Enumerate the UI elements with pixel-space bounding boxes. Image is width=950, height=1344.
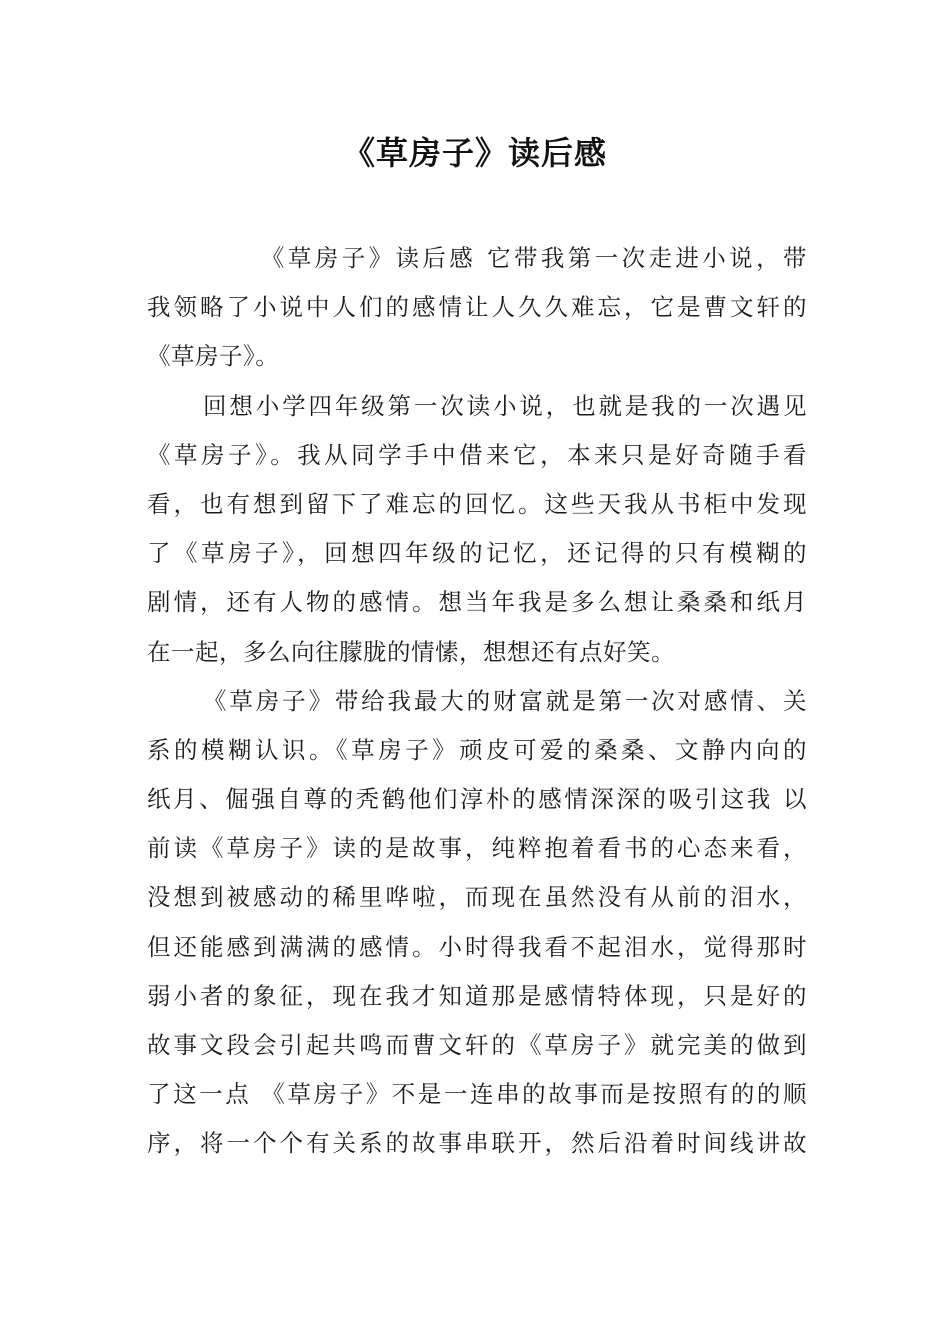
paragraph-3-line-7: 弱小者的象征，现在我才知道那是感情特体现，只是好的	[147, 981, 807, 1010]
paragraph-3-line-1: 《草房子》带给我最大的财富就是第一次对感情、关	[203, 686, 807, 715]
paragraph-1-line-1: 《草房子》读后感 它带我第一次走进小说，带	[261, 244, 807, 272]
paragraph-3-line-9: 了这一点 《草房子》不是一连串的故事而是按照有的的顺	[147, 1080, 807, 1109]
paragraph-3-line-8: 故事文段会引起共鸣而曹文轩的《草房子》就完美的做到	[147, 1031, 807, 1059]
paragraph-1-line-2: 我领略了小说中人们的感情让人久久难忘，它是曹文轩的	[147, 293, 807, 322]
paragraph-2-line-5: 剧情，还有人物的感情。想当年我是多么想让桑桑和纸月	[147, 588, 807, 617]
paragraph-3-line-5: 没想到被感动的稀里哗啦，而现在虽然没有从前的泪水，	[147, 883, 807, 912]
paragraph-1-line-3: 《草房子》。	[147, 342, 280, 371]
paragraph-3-line-2: 系的模糊认识。《草房子》顽皮可爱的桑桑、文静内向的	[147, 735, 807, 764]
paragraph-3-line-3: 纸月、倔强自尊的秃鹤他们淳朴的感情深深的吸引这我 以	[147, 785, 807, 814]
paragraph-2-line-2: 《草房子》。我从同学手中借来它，本来只是好奇随手看	[147, 440, 807, 469]
paragraph-3-line-10: 序，将一个个有关系的故事串联开，然后沿着时间线讲故	[147, 1129, 807, 1158]
paragraph-3-line-4: 前读《草房子》读的是故事，纯粹抱着看书的心态来看，	[147, 834, 807, 863]
document-body	[147, 234, 807, 1169]
paragraph-2-line-3: 看，也有想到留下了难忘的回忆。这些天我从书柜中发现	[147, 489, 807, 518]
paragraph-3-line-6: 但还能感到满满的感情。小时得我看不起泪水，觉得那时	[147, 932, 807, 961]
document-title: 《草房子》读后感	[342, 134, 607, 172]
paragraph-2-line-4: 了《草房子》，回想四年级的记忆，还记得的只有模糊的	[147, 539, 807, 568]
paragraph-2-line-6: 在一起，多么向往朦胧的情愫，想想还有点好笑。	[147, 637, 675, 666]
paragraph-2-line-1: 回想小学四年级第一次读小说，也就是我的一次遇见	[203, 391, 807, 420]
